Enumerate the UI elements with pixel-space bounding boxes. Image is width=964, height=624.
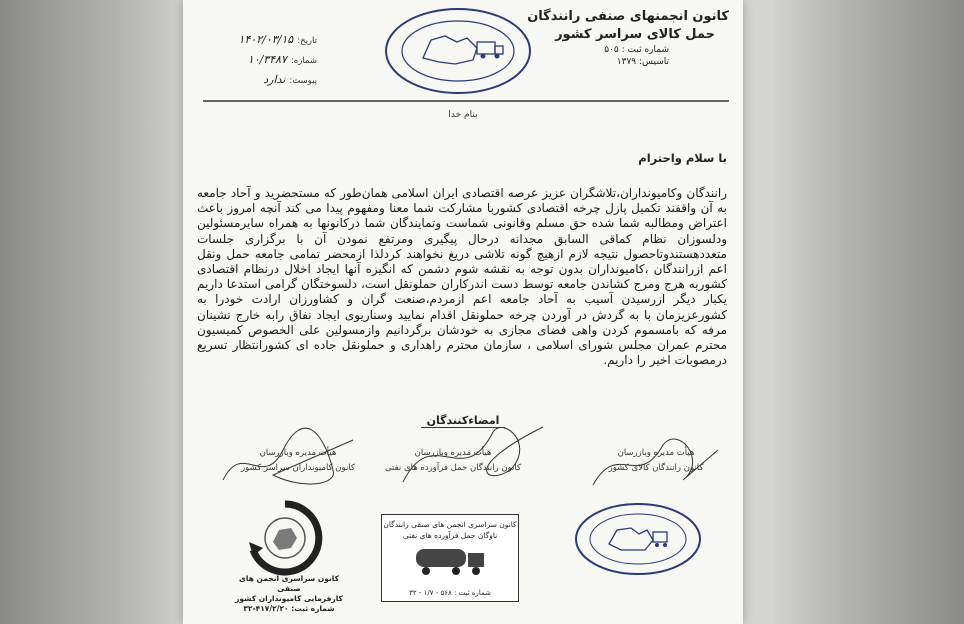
signature-3-icon [578,420,728,500]
org-name-line2: حمل کالای سراسر کشور [555,27,715,42]
letter-page [183,0,743,624]
org-name-line1: کانون انجمنهای صنفی رانندگان [527,9,729,24]
number-value: ۱۰/۳۴۸۷ [247,53,287,66]
date-label: تاریخ: [297,36,317,46]
signer-cargo-drivers: هیأت مدیره وبازرسان کانون رانندگان کالای کشور [608,448,704,473]
date-value: ۱۴۰۲/۰۳/۱۵ [238,33,294,46]
header-seal-icon [383,6,533,96]
letter-body: رانندگان وکامیونداران،تلاشگران عزیز عرصه اقتصادی ایران اسلامی همان‌طور که مستحضرید و آحاد جامعه به آن واقفند تکمیل پازل چرخه اقتصادی کشوربا مشارکت شما معنا ومفهوم پیدا می کند آنچه امروز باعث اعتراض ومطالبه شما شده حق مسلم وقانونی شماست وتمایندگان شما درکانونها به همراه سایرمسئولین ودلسوزان نظام کماقی السابق مجدانه درحال پیگیری ومرتفع نمودن آن با برگزاری جلسات متعددهستندوتاحصول نتیجه لازم ازهیچ گونه تلاشی دریغ نخواهند کردلذا ازمحضر تمامی جامعه حمل ونقل اعم ازرانندگان ،کامیونداران بدون توجه به نقشه شوم دشمن که انگیزه آنها ایجاد اخلال درنظام اقتصادی کشوربه هرج ومرج کشاندن جامعه توسط دست اندرکاران حملونقل است، دلسوختگان گرامی استدعا داریم یکبار دیگر ازرسیدن آسیب به آحاد جامعه اعم ازمردم،صنعت گران و کشاورزان ارادت خودرا به کشورعزیزمان با به گردش در آوردن چرخه حملونقل اقدام نمایید وسناریوی ایجاد نفاق رابه خارج نشینان مرفه که بامسموم کردن واهی فضای مجازی به خودشان برگردانیم وازمسولین علی الخصوص کمیسیون محترم عمران مجلس شورای اسلامی ، سازمان محترم راهداری و حملونقل جاده ای کشورانتظار تسریع درمصوبات اخیر را داریم. [197,186,727,368]
signatories-title: امضاءکنندگان [183,414,743,427]
attachment-label: پیوست: [289,76,317,86]
letter-meta [221,26,317,86]
attachment-value: ندارد [263,73,286,86]
registration-number: شماره ثبت : ۵۰۵ [604,45,669,55]
truckers-logo-icon [241,498,329,578]
signer-truckers: هیأت مدیره وبازرسان کانون کامیونداران سراسر کشور [241,448,355,473]
tanker-truck-icon [412,541,488,577]
letterhead-org [527,8,729,68]
signature-1-icon [213,420,363,500]
header-divider [203,100,729,102]
oil-drivers-stamp: کانون سراسری انجمن های صنفی رانندگان ناوگان حمل فرآورده های نفتی شماره ثبت : ۵۶۸ - ۱/۷ - ۳۲ [381,514,519,602]
greeting: با سلام واحترام [638,151,727,165]
signer-oil-drivers: هیأت مدیره وبازرسان کانون رانندگان حمل فرآورده های نفتی [384,448,522,473]
number-label: شماره: [290,56,317,66]
bismillah: بنام خدا [448,110,478,120]
signature-2-icon [393,412,553,502]
founded-year: تاسیس: ۱۳۷۹ [616,57,669,67]
cargo-seal-icon [573,500,703,578]
truckers-logo-text: کانون سراسری انجمن های صنفی کارفرمایی کامیونداران کشور شماره ثبت: ۴۱۷/۲/۲۰-۳۲ [235,574,343,613]
